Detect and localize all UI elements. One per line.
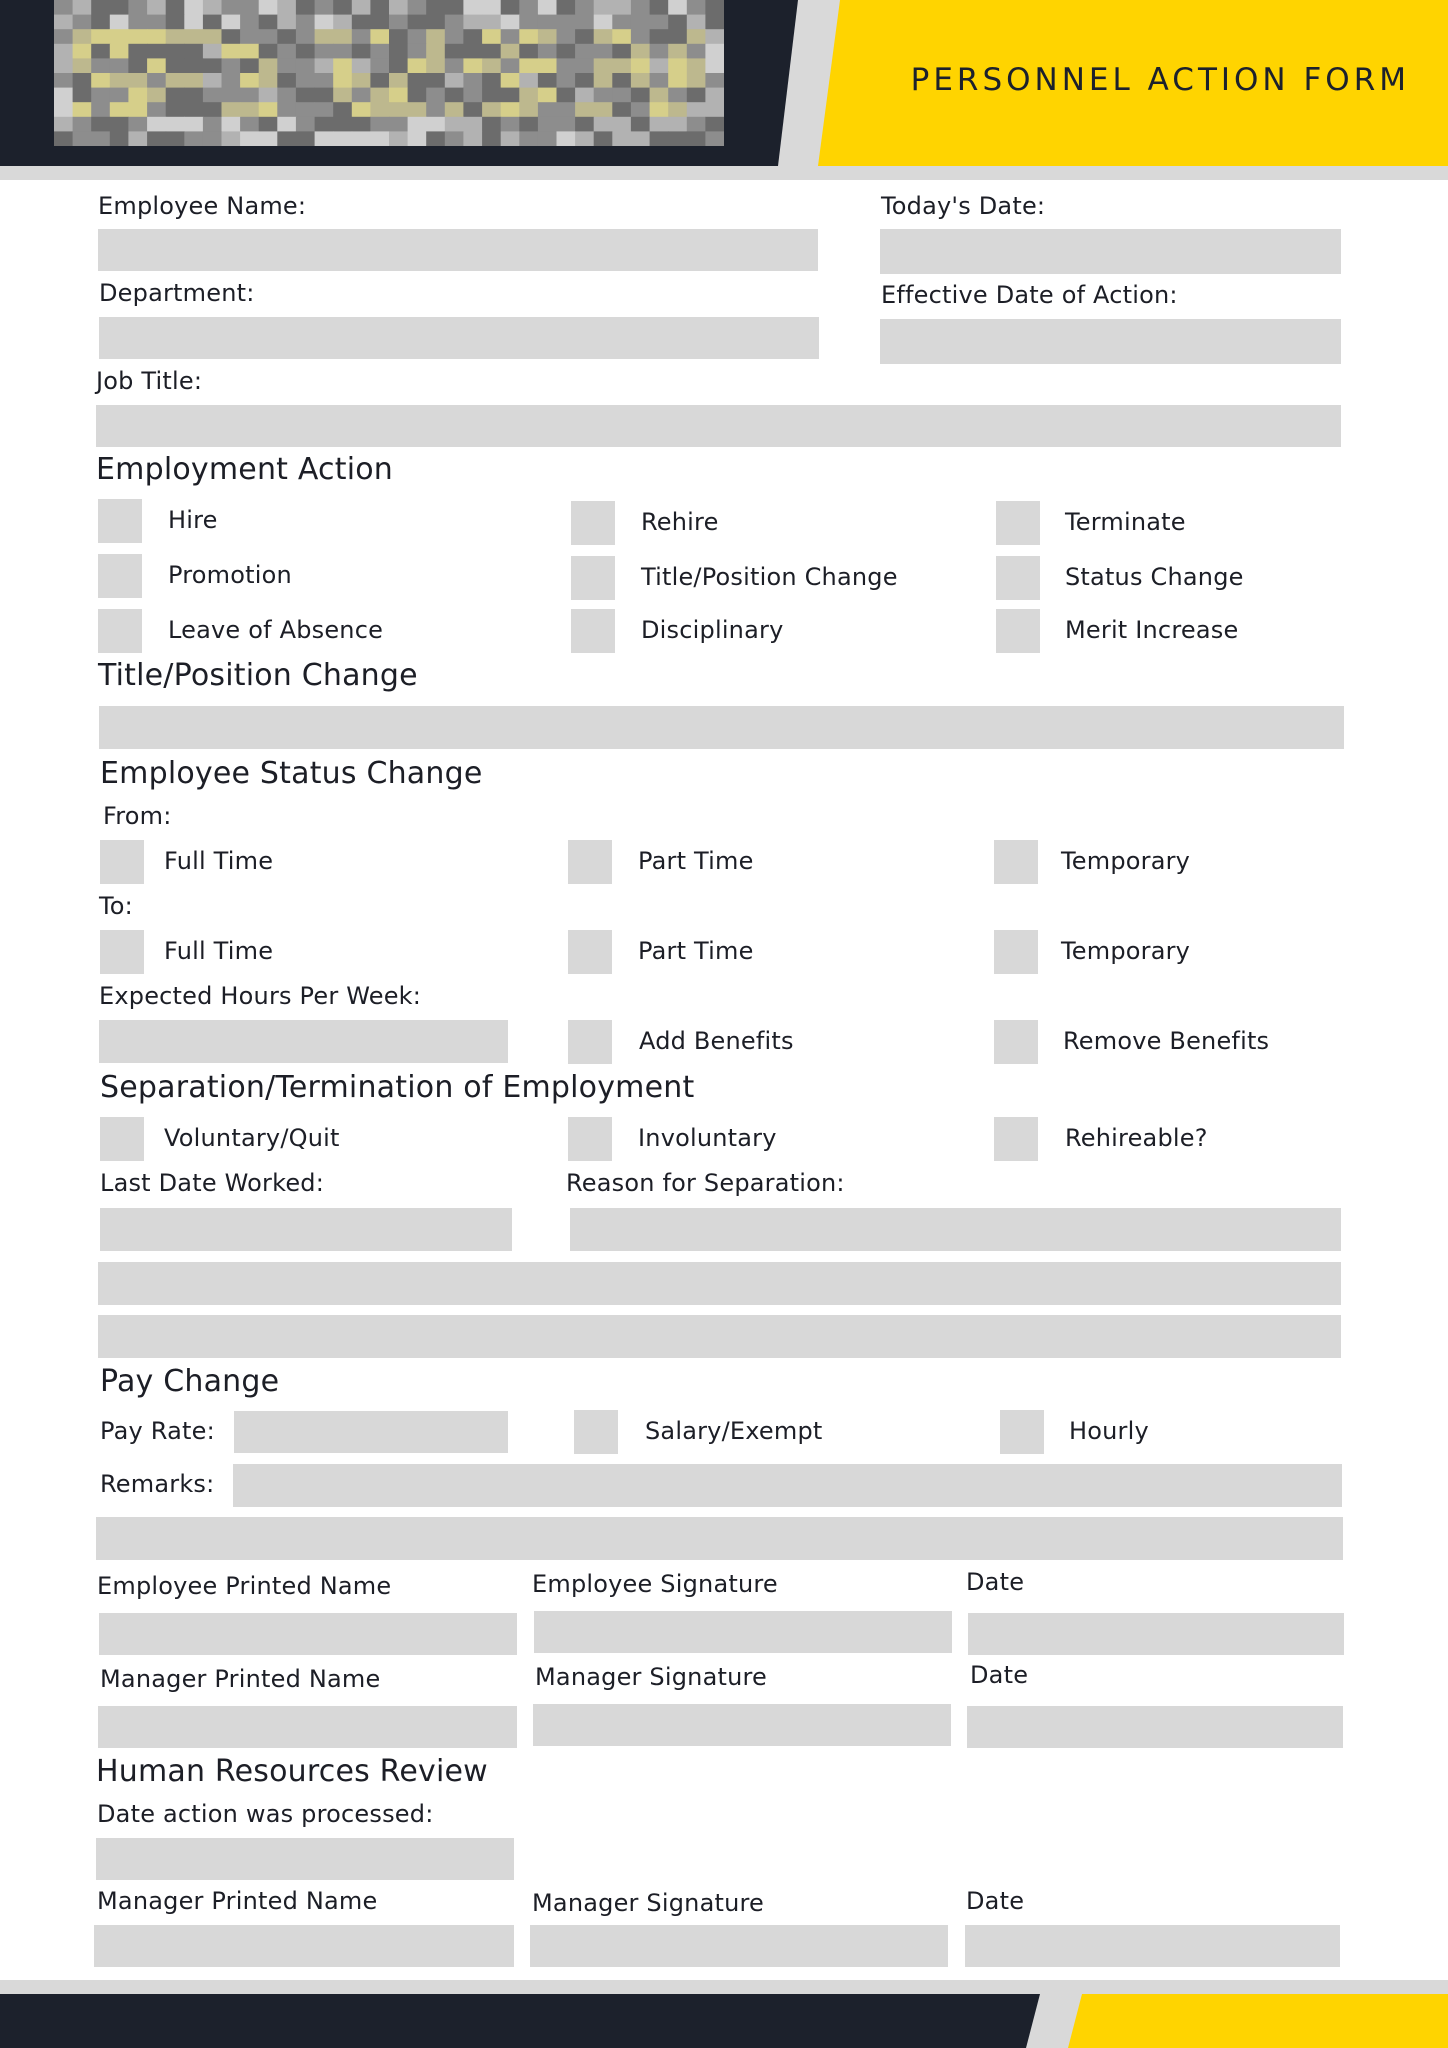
leave-of-absence-label: Leave of Absence	[168, 616, 384, 644]
department-field[interactable]	[99, 317, 819, 359]
salary-exempt-label: Salary/Exempt	[645, 1417, 823, 1445]
remarks-field[interactable]	[233, 1464, 1342, 1507]
terminate-label: Terminate	[1065, 508, 1186, 536]
employee-signature-field[interactable]	[534, 1611, 952, 1653]
from-label: From:	[103, 802, 172, 830]
leave-of-absence-checkbox[interactable]	[98, 609, 142, 653]
reason-for-separation-line-3[interactable]	[98, 1315, 1341, 1358]
to-part-time-label: Part Time	[638, 937, 754, 965]
date-processed-label: Date action was processed:	[97, 1800, 434, 1828]
disciplinary-checkbox[interactable]	[571, 609, 615, 653]
employment-action-heading: Employment Action	[96, 452, 394, 487]
last-date-worked-field[interactable]	[100, 1208, 512, 1251]
rehire-checkbox[interactable]	[571, 501, 615, 545]
hourly-checkbox[interactable]	[1000, 1410, 1044, 1454]
manager-printed-name-field[interactable]	[98, 1706, 517, 1748]
hourly-label: Hourly	[1069, 1417, 1149, 1445]
to-label: To:	[99, 892, 133, 920]
manager-signature-field[interactable]	[533, 1704, 951, 1746]
reason-for-separation-label: Reason for Separation:	[566, 1169, 845, 1197]
employee-status-change-heading: Employee Status Change	[100, 756, 483, 791]
hr-date-field[interactable]	[965, 1925, 1340, 1967]
involuntary-label: Involuntary	[638, 1124, 777, 1152]
employee-date-label: Date	[966, 1568, 1025, 1596]
terminate-checkbox[interactable]	[996, 501, 1040, 545]
employee-printed-name-field[interactable]	[99, 1613, 517, 1655]
effective-date-label: Effective Date of Action:	[881, 281, 1178, 309]
employee-signature-label: Employee Signature	[532, 1570, 778, 1598]
hr-date-label: Date	[966, 1887, 1025, 1915]
pay-rate-field[interactable]	[234, 1411, 508, 1453]
status-change-label: Status Change	[1065, 563, 1244, 591]
form-title: PERSONNEL ACTION FORM	[910, 62, 1410, 98]
merit-increase-label: Merit Increase	[1065, 616, 1239, 644]
last-date-worked-label: Last Date Worked:	[100, 1169, 325, 1197]
employee-printed-name-label: Employee Printed Name	[97, 1572, 392, 1600]
title-position-change-field[interactable]	[99, 706, 1344, 749]
expected-hours-label: Expected Hours Per Week:	[99, 982, 422, 1010]
manager-printed-name-label: Manager Printed Name	[100, 1665, 381, 1693]
employee-name-label: Employee Name:	[98, 192, 307, 220]
footer-band	[0, 1980, 1448, 2048]
add-benefits-checkbox[interactable]	[568, 1020, 612, 1064]
pay-change-heading: Pay Change	[100, 1364, 280, 1399]
promotion-label: Promotion	[168, 561, 292, 589]
employee-name-field[interactable]	[98, 229, 818, 271]
job-title-field[interactable]	[96, 405, 1341, 447]
to-temporary-label: Temporary	[1061, 937, 1191, 965]
title-position-change-checkbox[interactable]	[571, 556, 615, 600]
hr-review-heading: Human Resources Review	[96, 1754, 488, 1789]
reason-for-separation-field[interactable]	[570, 1208, 1341, 1251]
merit-increase-checkbox[interactable]	[996, 609, 1040, 653]
hr-manager-printed-name-label: Manager Printed Name	[97, 1887, 378, 1915]
pay-rate-label: Pay Rate:	[100, 1417, 215, 1445]
promotion-checkbox[interactable]	[98, 554, 142, 598]
manager-date-label: Date	[970, 1661, 1029, 1689]
add-benefits-label: Add Benefits	[639, 1027, 794, 1055]
status-change-checkbox[interactable]	[996, 556, 1040, 600]
hire-checkbox[interactable]	[98, 499, 142, 543]
remarks-label: Remarks:	[100, 1470, 215, 1498]
voluntary-quit-label: Voluntary/Quit	[164, 1124, 340, 1152]
manager-signature-label: Manager Signature	[535, 1663, 768, 1691]
from-part-time-checkbox[interactable]	[568, 840, 612, 884]
to-full-time-label: Full Time	[164, 937, 274, 965]
separation-heading: Separation/Termination of Employment	[100, 1070, 695, 1105]
remove-benefits-label: Remove Benefits	[1063, 1027, 1270, 1055]
remove-benefits-checkbox[interactable]	[994, 1020, 1038, 1064]
hr-manager-signature-field[interactable]	[530, 1925, 948, 1967]
department-label: Department:	[99, 279, 255, 307]
expected-hours-field[interactable]	[99, 1020, 508, 1063]
to-full-time-checkbox[interactable]	[100, 930, 144, 974]
from-temporary-checkbox[interactable]	[994, 840, 1038, 884]
header	[0, 0, 1448, 180]
to-part-time-checkbox[interactable]	[568, 930, 612, 974]
voluntary-quit-checkbox[interactable]	[100, 1117, 144, 1161]
date-processed-field[interactable]	[96, 1838, 514, 1880]
manager-date-field[interactable]	[967, 1706, 1343, 1748]
salary-exempt-checkbox[interactable]	[574, 1410, 618, 1454]
company-logo-placeholder	[54, 0, 724, 146]
involuntary-checkbox[interactable]	[568, 1117, 612, 1161]
todays-date-field[interactable]	[880, 229, 1341, 274]
rehireable-label: Rehireable?	[1065, 1124, 1208, 1152]
rehire-label: Rehire	[641, 508, 719, 536]
title-position-change-heading: Title/Position Change	[98, 658, 418, 693]
title-position-change-label: Title/Position Change	[641, 563, 898, 591]
from-part-time-label: Part Time	[638, 847, 754, 875]
from-temporary-label: Temporary	[1061, 847, 1191, 875]
rehireable-checkbox[interactable]	[994, 1117, 1038, 1161]
remarks-line-2[interactable]	[96, 1517, 1343, 1560]
to-temporary-checkbox[interactable]	[994, 930, 1038, 974]
effective-date-field[interactable]	[880, 319, 1341, 364]
todays-date-label: Today's Date:	[881, 192, 1046, 220]
job-title-label: Job Title:	[96, 367, 203, 395]
hr-manager-printed-name-field[interactable]	[94, 1925, 514, 1967]
from-full-time-label: Full Time	[164, 847, 274, 875]
from-full-time-checkbox[interactable]	[100, 840, 144, 884]
hr-manager-signature-label: Manager Signature	[532, 1889, 765, 1917]
disciplinary-label: Disciplinary	[641, 616, 784, 644]
employee-date-field[interactable]	[968, 1613, 1344, 1655]
reason-for-separation-line-2[interactable]	[98, 1262, 1341, 1305]
hire-label: Hire	[168, 506, 218, 534]
